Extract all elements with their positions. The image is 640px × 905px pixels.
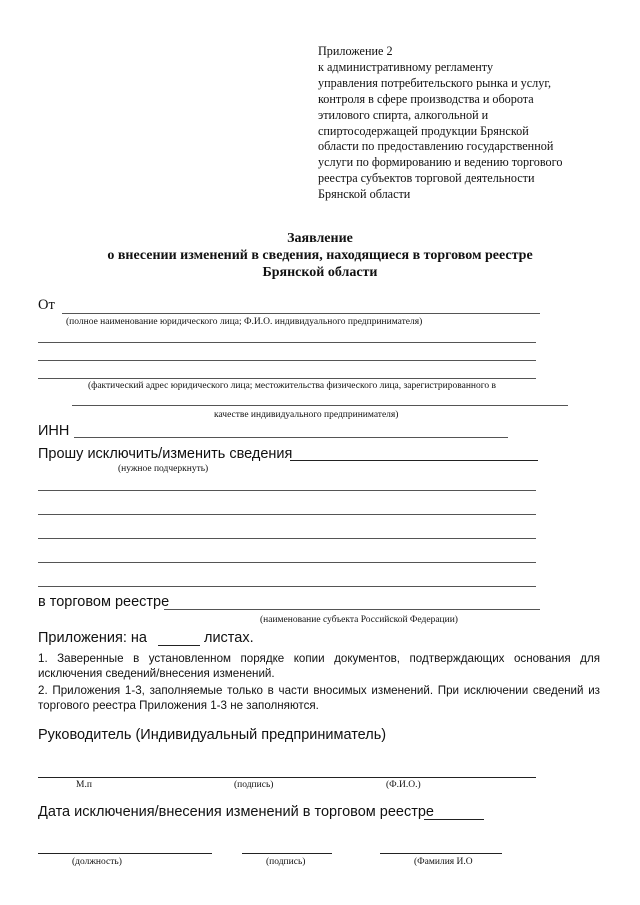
attachment-item-1: 1. Заверенные в установленном порядке копии документов, подтверждающих основания для исключения сведений/внесения изменений. (38, 652, 600, 680)
attachments-label: Приложения: на (38, 630, 147, 646)
appendix-line: услуги по формированию и ведению торгового (318, 155, 563, 170)
appendix-header (318, 44, 618, 203)
head-fio-hint: (Ф.И.О.) (386, 780, 421, 790)
appendix-line: контроля в сфере производства и оборота (318, 91, 534, 106)
inn-label: ИНН (38, 423, 70, 439)
mp-hint: М.п (76, 780, 92, 790)
title-line-3: Брянской области (262, 265, 378, 280)
from-field-line[interactable] (62, 313, 540, 314)
registry-label: в торговом реестре (38, 594, 170, 610)
address-field-line[interactable] (38, 378, 536, 379)
name-hint: (Фамилия И.О (414, 857, 473, 867)
title-line-1: Заявление (287, 231, 353, 246)
address-hint-continued: качестве индивидуального предпринимателя) (214, 410, 399, 420)
date-label: Дата исключения/внесения изменений в торговом реестре (38, 804, 434, 820)
request-detail-line[interactable] (38, 538, 536, 539)
request-detail-line[interactable] (38, 562, 536, 563)
appendix-line: этилового спирта, алкогольной и (318, 107, 489, 122)
appendix-line: Брянской области (318, 187, 411, 202)
appendix-line: реестра субъектов торговой деятельности (318, 171, 535, 186)
request-detail-line[interactable] (38, 514, 536, 515)
position-hint: (должность) (72, 857, 122, 867)
attachments-suffix: листах. (204, 630, 254, 646)
request-field-line[interactable] (290, 460, 538, 461)
bottom-sign-line[interactable] (242, 853, 332, 854)
head-sign-hint: (подпись) (234, 780, 274, 790)
appendix-line: Приложение 2 (318, 44, 393, 58)
from-label: От (38, 297, 55, 313)
registry-hint: (наименование субъекта Российской Федерации) (260, 615, 458, 625)
bottom-sign-hint: (подпись) (266, 857, 306, 867)
request-detail-line[interactable] (38, 490, 536, 491)
appendix-line: управления потребительского рынка и услуг, (318, 75, 551, 90)
appendix-line: спиртосодержащей продукции Брянской (318, 123, 529, 138)
registry-field-line[interactable] (164, 609, 540, 610)
attachments-count-line[interactable] (158, 645, 200, 646)
request-hint: (нужное подчеркнуть) (118, 464, 209, 474)
head-label: Руководитель (Индивидуальный предприниматель) (38, 727, 387, 743)
request-detail-line[interactable] (38, 586, 536, 587)
from-hint: (полное наименование юридического лица; Ф.И.О. индивидуального предпринимателя) (66, 317, 423, 327)
inn-field-line[interactable] (74, 437, 508, 438)
document-title (0, 230, 640, 281)
title-line-2: о внесении изменений в сведения, находящиеся в торговом реестре (107, 248, 533, 263)
address-field-line[interactable] (38, 342, 536, 343)
address-field-line[interactable] (72, 405, 568, 406)
request-label: Прошу исключить/изменить сведения (38, 446, 293, 462)
attachment-item-2: 2. Приложения 1-3, заполняемые только в части вносимых изменений. При исключении сведений из торгового реестра Приложения 1-3 не заполняются. (38, 684, 600, 712)
head-signature-line[interactable] (38, 777, 536, 778)
address-field-line[interactable] (38, 360, 536, 361)
date-field-line[interactable] (424, 819, 484, 820)
appendix-line: области по предоставлению государственной (318, 139, 554, 154)
appendix-line: к административному регламенту (318, 59, 494, 74)
position-line[interactable] (38, 853, 212, 854)
address-hint: (фактический адрес юридического лица; местожительства физического лица, зарегистрированного в (88, 381, 497, 391)
name-line[interactable] (380, 853, 502, 854)
